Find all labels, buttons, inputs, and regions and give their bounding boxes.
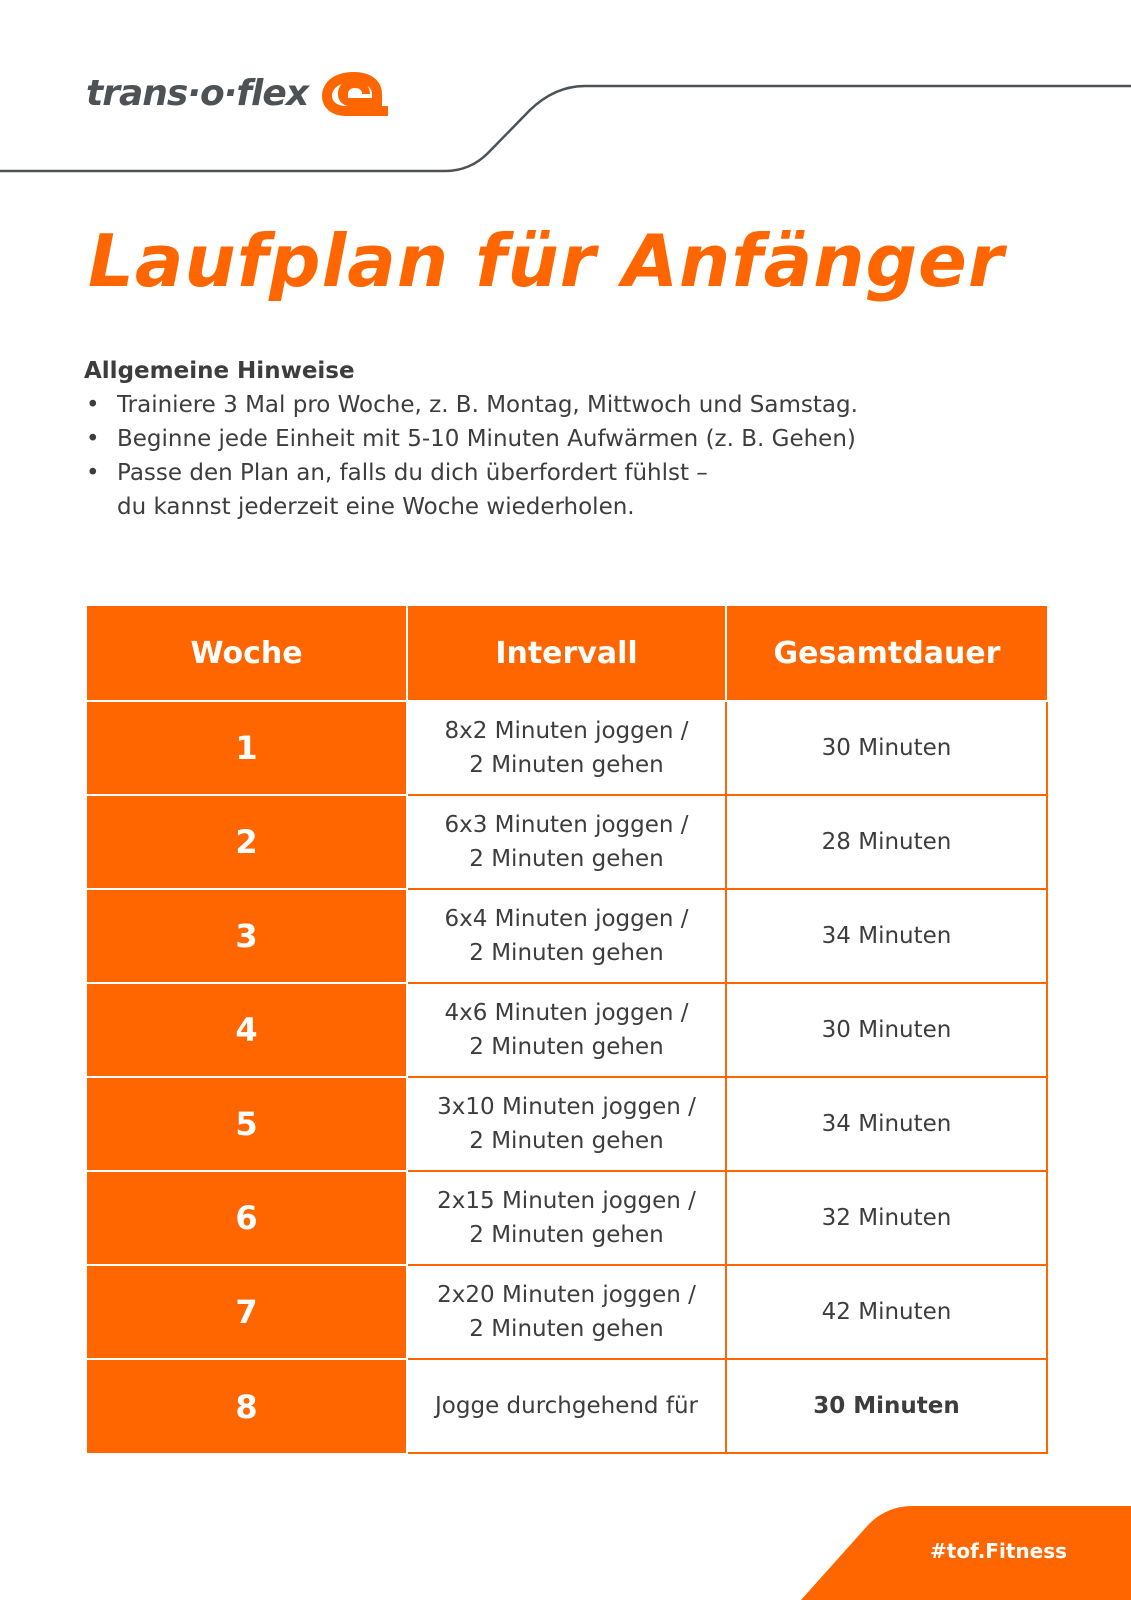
duration-cell: 30 Minuten xyxy=(726,701,1047,795)
footer-hashtag: #tof.Fitness xyxy=(930,1539,1067,1563)
interval-line: 2x15 Minuten joggen / xyxy=(437,1188,696,1214)
duration-cell: 28 Minuten xyxy=(726,795,1047,889)
week-cell: 5 xyxy=(87,1077,407,1171)
notes-list xyxy=(84,388,1044,524)
interval-line: 2 Minuten gehen xyxy=(469,1034,664,1060)
general-notes xyxy=(84,354,1044,524)
page-title: Laufplan für Anfänger xyxy=(88,219,1005,303)
duration-cell: 30 Minuten xyxy=(726,983,1047,1077)
table-row xyxy=(87,1077,1047,1171)
interval-cell xyxy=(407,889,726,983)
table-row xyxy=(87,701,1047,795)
transoflex-swoosh-icon xyxy=(316,68,392,120)
week-cell: 1 xyxy=(87,701,407,795)
interval-line: 2 Minuten gehen xyxy=(469,940,664,966)
running-plan-table xyxy=(87,606,1048,1454)
interval-line: 2 Minuten gehen xyxy=(469,846,664,872)
notes-item-text: du kannst jederzeit eine Woche wiederholen. xyxy=(117,494,635,520)
interval-cell xyxy=(407,1359,726,1453)
interval-cell xyxy=(407,1171,726,1265)
notes-item-text: • Passe den Plan an, falls du dich überfordert fühlst – xyxy=(117,460,708,486)
week-cell: 7 xyxy=(87,1265,407,1359)
week-cell: 4 xyxy=(87,983,407,1077)
duration-cell: 32 Minuten xyxy=(726,1171,1047,1265)
notes-item xyxy=(84,422,1044,456)
week-cell: 6 xyxy=(87,1171,407,1265)
table-row xyxy=(87,1265,1047,1359)
interval-cell xyxy=(407,701,726,795)
interval-cell xyxy=(407,795,726,889)
interval-line: 2 Minuten gehen xyxy=(469,752,664,778)
interval-line: 6x3 Minuten joggen / xyxy=(444,812,689,838)
interval-line: 2 Minuten gehen xyxy=(469,1316,664,1342)
column-header-interval: Intervall xyxy=(407,606,726,701)
table-row xyxy=(87,1171,1047,1265)
notes-item xyxy=(84,456,1044,524)
interval-line: 3x10 Minuten joggen / xyxy=(437,1094,696,1120)
notes-item xyxy=(84,388,1044,422)
interval-line: Jogge durchgehend für xyxy=(435,1393,698,1419)
interval-cell xyxy=(407,1077,726,1171)
column-header-duration: Gesamtdauer xyxy=(726,606,1047,701)
duration-cell: 34 Minuten xyxy=(726,1077,1047,1171)
interval-line: 2x20 Minuten joggen / xyxy=(437,1282,696,1308)
table-header-row xyxy=(87,606,1047,701)
interval-line: 6x4 Minuten joggen / xyxy=(444,906,689,932)
notes-heading: Allgemeine Hinweise xyxy=(84,358,355,384)
duration-cell: 42 Minuten xyxy=(726,1265,1047,1359)
interval-cell xyxy=(407,1265,726,1359)
brand-name: trans·o·flex xyxy=(86,73,309,114)
week-cell: 8 xyxy=(87,1359,407,1453)
brand-logo xyxy=(86,66,392,122)
interval-line: 4x6 Minuten joggen / xyxy=(444,1000,689,1026)
week-cell: 3 xyxy=(87,889,407,983)
notes-item-text: • Trainiere 3 Mal pro Woche, z. B. Montag, Mittwoch und Samstag. xyxy=(117,392,858,418)
table-row xyxy=(87,889,1047,983)
interval-line: 2 Minuten gehen xyxy=(469,1128,664,1154)
week-cell: 2 xyxy=(87,795,407,889)
duration-cell: 34 Minuten xyxy=(726,889,1047,983)
table-row xyxy=(87,795,1047,889)
duration-cell: 30 Minuten xyxy=(726,1359,1047,1453)
table-row xyxy=(87,983,1047,1077)
notes-item-text: • Beginne jede Einheit mit 5-10 Minuten Aufwärmen (z. B. Gehen) xyxy=(117,426,856,452)
interval-line: 8x2 Minuten joggen / xyxy=(444,718,689,744)
interval-cell xyxy=(407,983,726,1077)
table-row xyxy=(87,1359,1047,1453)
column-header-week: Woche xyxy=(87,606,407,701)
interval-line: 2 Minuten gehen xyxy=(469,1222,664,1248)
